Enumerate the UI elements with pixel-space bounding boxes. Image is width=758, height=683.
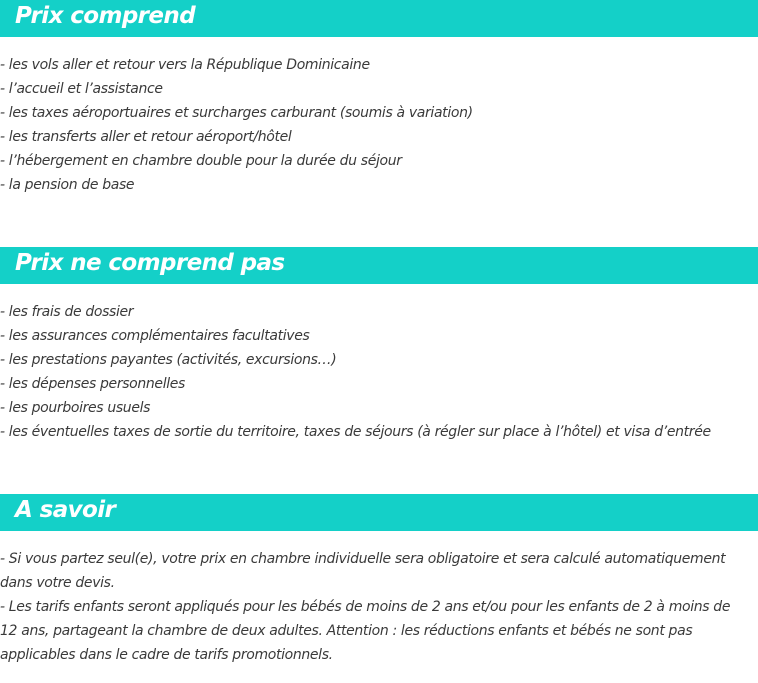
list-item: - l’accueil et l’assistance [0,81,163,97]
list-item: - les frais de dossier [0,304,134,320]
section-title: Prix comprend [15,3,196,29]
list-item: - les pourboires usuels [0,400,151,416]
list-item: - les prestations payantes (activités, excursions…) [0,352,337,368]
list-item: - les taxes aéroportuaires et surcharges carburant (soumis à variation) [0,105,473,121]
info-paragraph: - Si vous partez seul(e), votre prix en chambre individuelle sera obligatoire et sera calculé automatiquement dans votre devis. [0,551,726,591]
list-item: - les transferts aller et retour aéroport/hôtel [0,129,292,145]
section-title: A savoir [15,497,116,523]
list-item: - les vols aller et retour vers la République Dominicaine [0,57,370,73]
excluded-list [0,300,758,444]
section-header-a-savoir [0,494,758,531]
list-item: - la pension de base [0,177,135,193]
info-paragraph: - Les tarifs enfants seront appliqués pour les bébés de moins de 2 ans et/ou pour les enfants de 2 à moins de 12 ans, partageant la chambre de deux adultes. Attention : les réductions enfants et bébés ne sont pas applicables dans le cadre de tarifs promotionnels. [0,599,731,663]
list-item: - les éventuelles taxes de sortie du territoire, taxes de séjours (à régler sur place à l’hôtel) et visa d’entrée [0,424,711,440]
list-item: - les dépenses personnelles [0,376,185,392]
list-item: - l’hébergement en chambre double pour la durée du séjour [0,153,402,169]
list-item: - les assurances complémentaires facultatives [0,328,310,344]
included-list [0,53,758,197]
section-header-prix-comprend [0,0,758,37]
section-title: Prix ne comprend pas [15,250,285,276]
section-header-prix-ne-comprend-pas [0,247,758,284]
